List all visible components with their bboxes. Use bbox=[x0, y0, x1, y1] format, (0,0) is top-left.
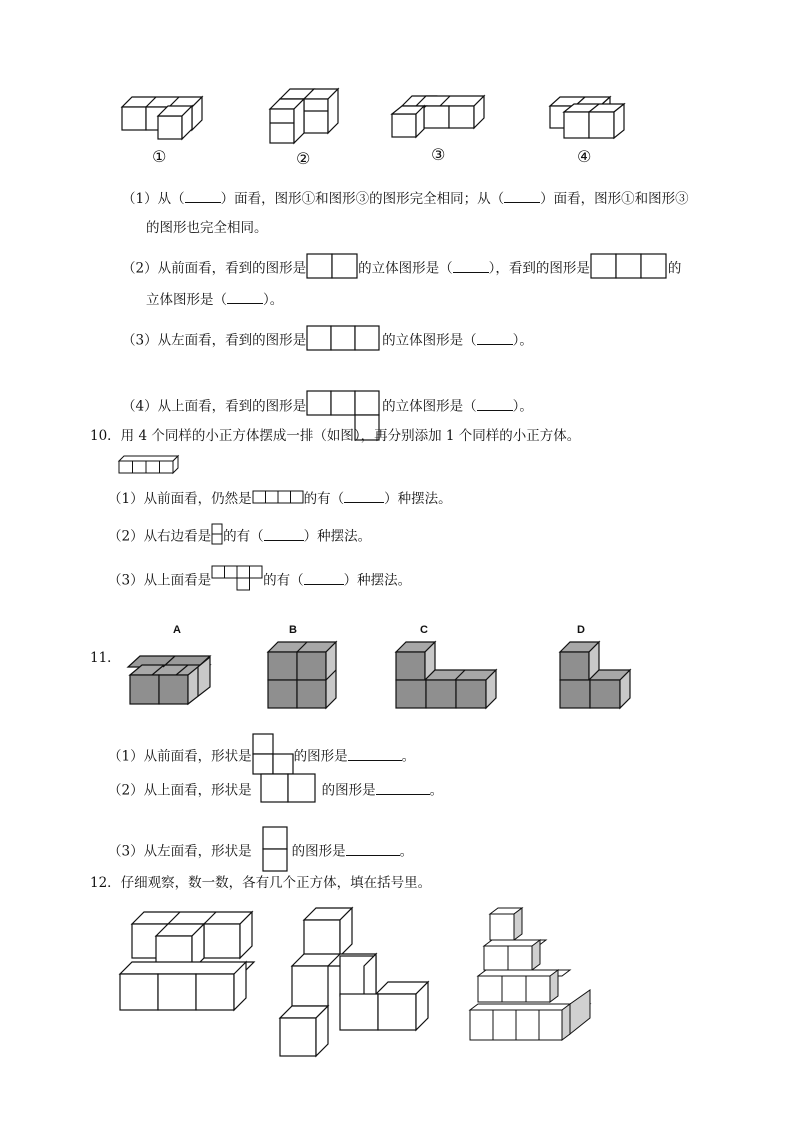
q11-part1: （1）从前面看，形状是 的图形是 。 bbox=[108, 733, 415, 781]
q12-stem: 12．仔细观察，数一数，各有几个正方体，填在括号里。 bbox=[90, 875, 432, 891]
two-squares-view-icon bbox=[306, 253, 358, 285]
q11-number: 11． bbox=[90, 650, 121, 666]
q9-part2-line2: 立体图形是（ ）。 bbox=[146, 289, 283, 310]
cube-stack-figure-2 bbox=[278, 906, 430, 1058]
q11-part3: （3）从左面看，形状是 的图形是 。 bbox=[108, 826, 413, 878]
q10-part2: （2）从右边看是 的有（ ）种摆法。 bbox=[108, 523, 371, 551]
answer-blank[interactable] bbox=[227, 289, 263, 304]
left-view-shape-icon bbox=[262, 826, 288, 878]
option-label-d: D bbox=[577, 624, 585, 636]
answer-blank[interactable] bbox=[376, 780, 430, 795]
q11-part2: （2）从上面看，形状是 的图形是 。 bbox=[108, 773, 443, 809]
q10-part1: （1）从前面看，仍然是 的有（ ）种摆法。 bbox=[108, 488, 452, 510]
answer-blank[interactable] bbox=[477, 330, 513, 345]
cube-stack-figure-3 bbox=[468, 906, 592, 1042]
q10-part3: （3）从上面看是 的有（ ）种摆法。 bbox=[108, 565, 411, 597]
figure-4-cubes bbox=[548, 96, 628, 142]
option-label-a: A bbox=[173, 624, 181, 636]
q10-stem: 10．用 4 个同样的小正方体摆成一排（如图），再分别添加 1 个同样的小正方体。 bbox=[90, 428, 581, 444]
top-view-shape-icon bbox=[260, 773, 316, 809]
figure-label-4: ④ bbox=[577, 147, 592, 166]
figure-label-1: ① bbox=[152, 147, 167, 166]
figure-3-cubes bbox=[390, 94, 486, 140]
answer-blank[interactable] bbox=[453, 258, 489, 273]
stacked-squares-view-icon bbox=[211, 523, 223, 551]
option-label-b: B bbox=[289, 624, 297, 636]
three-squares-view-icon bbox=[306, 325, 382, 357]
figure-2-cubes bbox=[270, 88, 340, 146]
four-cubes-row-figure bbox=[118, 455, 180, 475]
answer-blank[interactable] bbox=[264, 526, 304, 541]
option-b-figure bbox=[266, 640, 338, 710]
q9-part2-line1: （2）从前面看，看到的图形是 的立体图形是（ ），看到的图形是 的 bbox=[122, 253, 681, 285]
figure-1-cubes bbox=[118, 96, 208, 144]
q9-part1-line1: （1）从（ ）面看，图形①和图形③的图形完全相同；从（ ）面看，图形①和图形③ bbox=[122, 188, 689, 209]
option-c-figure bbox=[392, 640, 498, 710]
three-squares-view-icon bbox=[590, 253, 668, 285]
answer-blank[interactable] bbox=[346, 841, 400, 856]
q9-part1-line2: 的图形也完全相同。 bbox=[146, 220, 268, 236]
q9-part4: （4）从上面看，看到的图形是 的立体图形是（ ）。 bbox=[122, 378, 533, 436]
figure-label-3: ③ bbox=[431, 145, 446, 164]
answer-blank[interactable] bbox=[504, 188, 540, 203]
option-d-figure bbox=[556, 640, 632, 710]
four-squares-view-icon bbox=[252, 490, 304, 510]
option-label-c: C bbox=[420, 624, 428, 636]
answer-blank[interactable] bbox=[477, 396, 513, 411]
answer-blank[interactable] bbox=[348, 746, 402, 761]
answer-blank[interactable] bbox=[185, 188, 221, 203]
answer-blank[interactable] bbox=[304, 570, 344, 585]
cube-stack-figure-1 bbox=[118, 910, 258, 1014]
option-a-figure bbox=[128, 655, 212, 707]
t-shape-view-icon bbox=[211, 565, 263, 597]
q9-part3: （3）从左面看，看到的图形是 的立体图形是（ ）。 bbox=[122, 325, 533, 357]
figure-label-2: ② bbox=[296, 149, 311, 168]
answer-blank[interactable] bbox=[344, 488, 384, 503]
